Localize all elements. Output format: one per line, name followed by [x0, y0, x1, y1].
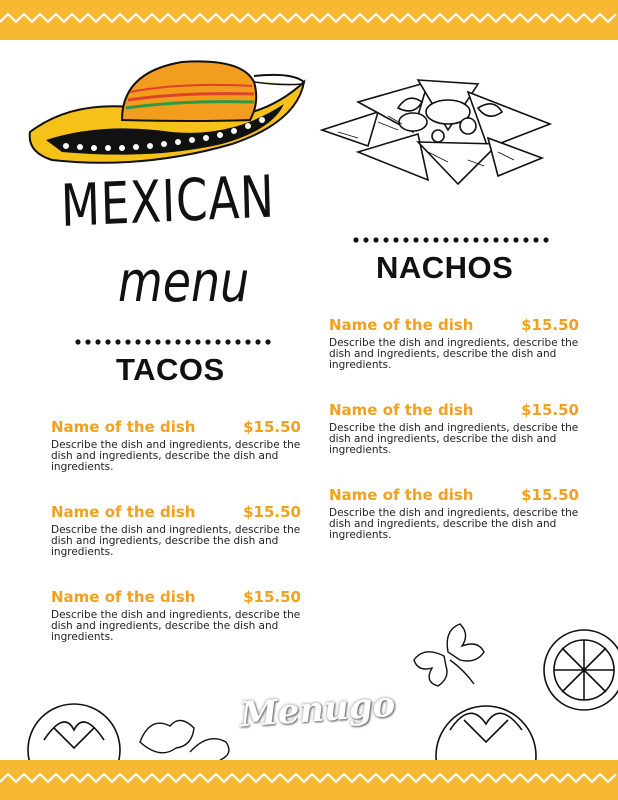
- nachos-dotted-divider: [352, 236, 554, 244]
- dish-price: $15.50: [521, 401, 579, 419]
- dish-name: Name of the dish: [51, 418, 196, 436]
- tacos-dish-2: [51, 503, 301, 558]
- dish-name: Name of the dish: [329, 401, 474, 419]
- dish-price: $15.50: [243, 588, 301, 606]
- dish-price: $15.50: [243, 418, 301, 436]
- tomato-icon: [14, 700, 134, 760]
- tacos-dotted-divider: [74, 338, 276, 346]
- menu-title-line2: menu: [118, 250, 250, 315]
- brand-logo: Menugo: [238, 684, 397, 736]
- menu-title-line1: MEXICAN: [60, 162, 276, 240]
- tomato-icon: [540, 620, 618, 720]
- nachos-heading: NACHOS: [376, 250, 514, 285]
- tacos-dish-3: [51, 588, 301, 643]
- nachos-dish-3: [329, 486, 579, 541]
- dish-name: Name of the dish: [51, 588, 196, 606]
- dish-name: Name of the dish: [329, 486, 474, 504]
- zigzag-pattern-top: [0, 0, 618, 40]
- nachos-dish-1: [329, 316, 579, 371]
- zigzag-pattern-bottom: [0, 760, 618, 800]
- tacos-heading: TACOS: [116, 352, 225, 387]
- tomato-icon: [430, 700, 540, 760]
- dish-price: $15.50: [521, 316, 579, 334]
- dish-description: Describe the dish and ingredients, describe the dish and ingredients, describe the dish and ingredients.: [51, 609, 301, 643]
- dish-description: Describe the dish and ingredients, describe the dish and ingredients, describe the dish and ingredients.: [51, 439, 301, 473]
- dish-name: Name of the dish: [51, 503, 196, 521]
- dish-price: $15.50: [521, 486, 579, 504]
- nachos-plate-icon: [318, 72, 558, 192]
- sombrero-icon: [22, 52, 312, 172]
- cilantro-icon: [130, 712, 240, 760]
- tacos-dish-1: [51, 418, 301, 473]
- cilantro-icon: [404, 616, 494, 696]
- dish-description: Describe the dish and ingredients, describe the dish and ingredients, describe the dish and ingredients.: [329, 337, 579, 371]
- dish-price: $15.50: [243, 503, 301, 521]
- bottom-decor-band: [0, 760, 618, 800]
- dish-description: Describe the dish and ingredients, describe the dish and ingredients, describe the dish and ingredients.: [51, 524, 301, 558]
- dish-description: Describe the dish and ingredients, describe the dish and ingredients, describe the dish and ingredients.: [329, 507, 579, 541]
- dish-description: Describe the dish and ingredients, describe the dish and ingredients, describe the dish and ingredients.: [329, 422, 579, 456]
- top-decor-band: [0, 0, 618, 40]
- dish-name: Name of the dish: [329, 316, 474, 334]
- nachos-dish-2: [329, 401, 579, 456]
